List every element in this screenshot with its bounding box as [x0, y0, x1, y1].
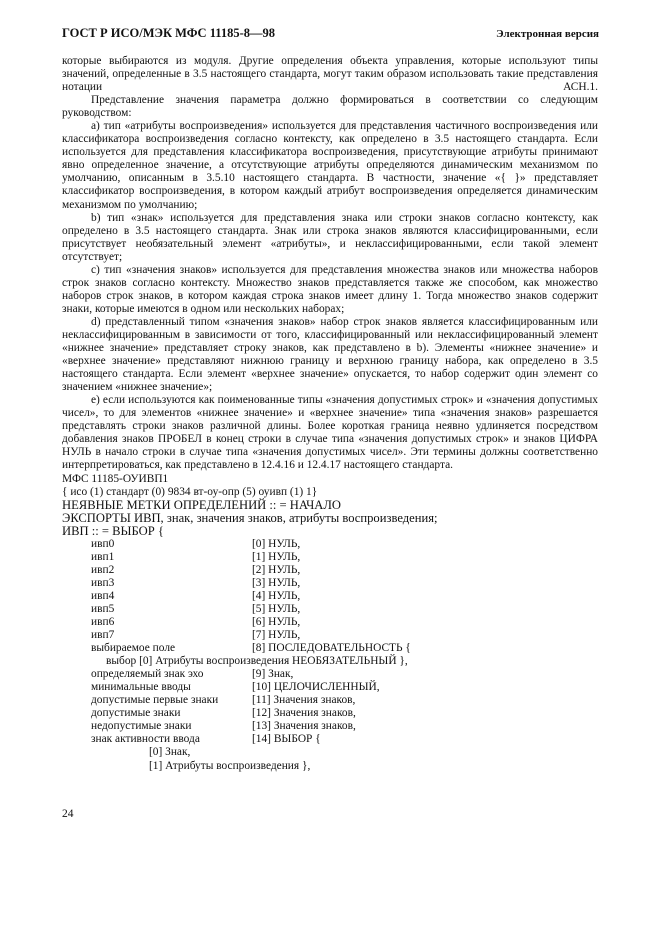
module-name: МФС 11185-ОУИВП1 [62, 472, 169, 485]
choice-row: ивп5 [5] НУЛЬ, [91, 602, 301, 615]
choice-row: ивп4 [4] НУЛЬ, [91, 589, 301, 602]
paragraph-item-b: b) тип «знак» используется для представления знака или строки знаков согласно контексту, как определено в 3.5 настоящего стандарта. Знак или строка знаков являются классифицированными, если присутствует необязательный элемент «атрибуты», и неклассифицированными, если такой элемент отсутствует; [62, 211, 598, 263]
paragraph-item-a: а) тип «атрибуты воспроизведения» используется для представления частичного воспроизведения или классификатора воспроизведения согласно контексту, как определено в 3.5 настоящего стандарта. Если используется для представления классификатора воспроизведения, присутствующие атрибуты принимают явно определенное значение, а отсутствующие атрибуты определяются динамическим механизмом по умолчанию, описанным в 3.5.10 настоящего стандарта. В частности, значение «{ }» представляет классификатор воспроизведения, в котором каждый атрибут воспроизведения определяется динамическим механизмом по умолчанию; [62, 120, 598, 211]
paragraph-item-c: c) тип «значения знаков» используется для представления множества знаков или множества наборов строк знаков согласно контексту. Множество знаков представляется также же способом, как множество наборов строк знаков, в котором каждая строка знаков имеет длину 1. Тогда множество знаков содержит знаки, которые имеются в одном или нескольких наборах; [62, 263, 598, 315]
paragraph-intro: которые выбираются из модуля. Другие определения объекта управления, которые используют типы значений, определенные в 3.5 настоящего стандарта, могут таким образом использовать такие представления нотации АСН.1. [62, 55, 598, 94]
module-oid: { исо (1) стандарт (0) 9834 вт-оу-опр (5) оуивп (1) 1} [62, 485, 318, 498]
field-row: допустимые первые знаки [11] Значения знаков, [91, 694, 356, 707]
paragraph-guidelines: Представление значения параметра должно формироваться в соответствии со следующим руководством: [62, 94, 598, 120]
choice-row: ивп6 [6] НУЛЬ, [91, 616, 301, 629]
choice-row: ивп3 [3] НУЛЬ, [91, 576, 301, 589]
header-standard-title: ГОСТ Р ИСО/МЭК МФС 11185-8—98 [62, 26, 275, 40]
inner-choice-row: [1] Атрибуты воспроизведения }, [149, 759, 311, 772]
tags-definition-line: НЕЯВНЫЕ МЕТКИ ОПРЕДЕЛЕНИЙ :: = НАЧАЛО [62, 497, 341, 512]
header-edition: Электронная версия [496, 28, 599, 40]
page-body [62, 55, 598, 773]
choice-row: ивп1 [1] НУЛЬ, [91, 550, 301, 563]
ivp-choice-line: ИВП :: = ВЫБОР { [62, 523, 164, 538]
paragraph-item-d: d) представленный типом «значения знаков» набор строк знаков является классифицированным или неклассифицированным в зависимости от того, классифицированный или неклассифицированный элемент «нижнее значение» представляет строку знаков, как представлено в b). Элементы «нижнее значение» и «верхнее значение» представляют нижнюю границу и верхнюю границу набора, как определено в 3.5 настоящего стандарта. Если элемент «верхнее значение» опускается, то набор содержит один элемент со значением «нижнее значение»; [62, 315, 598, 394]
choice-row: ивп0 [0] НУЛЬ, [91, 537, 301, 550]
inner-choice-row: [0] Знак, [149, 746, 191, 759]
choice-row: ивп7 [7] НУЛЬ, [91, 629, 301, 642]
choice-row: выбираемое поле [8] ПОСЛЕДОВАТЕЛЬНОСТЬ { [91, 642, 411, 655]
field-row: допустимые знаки [12] Значения знаков, [91, 707, 356, 720]
page-number: 24 [62, 808, 74, 820]
choice-row: ивп2 [2] НУЛЬ, [91, 563, 301, 576]
exports-line: ЭКСПОРТЫ ИВП, знак, значения знаков, атрибуты воспроизведения; [62, 510, 438, 525]
field-row: определяемый знак эхо [9] Знак, [91, 668, 294, 681]
paragraph-item-e: e) если используются как поименованные типы «значения допустимых строк» и «значения допустимых чисел», то для элементов «нижнее значение» и «верхнее значение» типа «значения знаков» разрешается представлять строки знаков различной длины. Более короткая граница неявно удлиняется посредством добавления знаков ПРОБЕЛ в конец строки в случае типа «значения допустимых строк» и знаков ЦИФРА НУЛЬ в начало строки в случае типа «значения допустимых чисел». Эти термины должны соответственно интерпретироваться, как представлено в 12.4.16 и 12.4.17 настоящего стандарта. [62, 394, 598, 472]
selection-row: выбор [0] Атрибуты воспроизведения НЕОБЯЗАТЕЛЬНЫЙ }, [106, 655, 408, 668]
field-row: знак активности ввода [14] ВЫБОР { [91, 733, 321, 746]
field-row: недопустимые знаки [13] Значения знаков, [91, 720, 356, 733]
field-row: минимальные вводы [10] ЦЕЛОЧИСЛЕННЫЙ, [91, 681, 380, 694]
